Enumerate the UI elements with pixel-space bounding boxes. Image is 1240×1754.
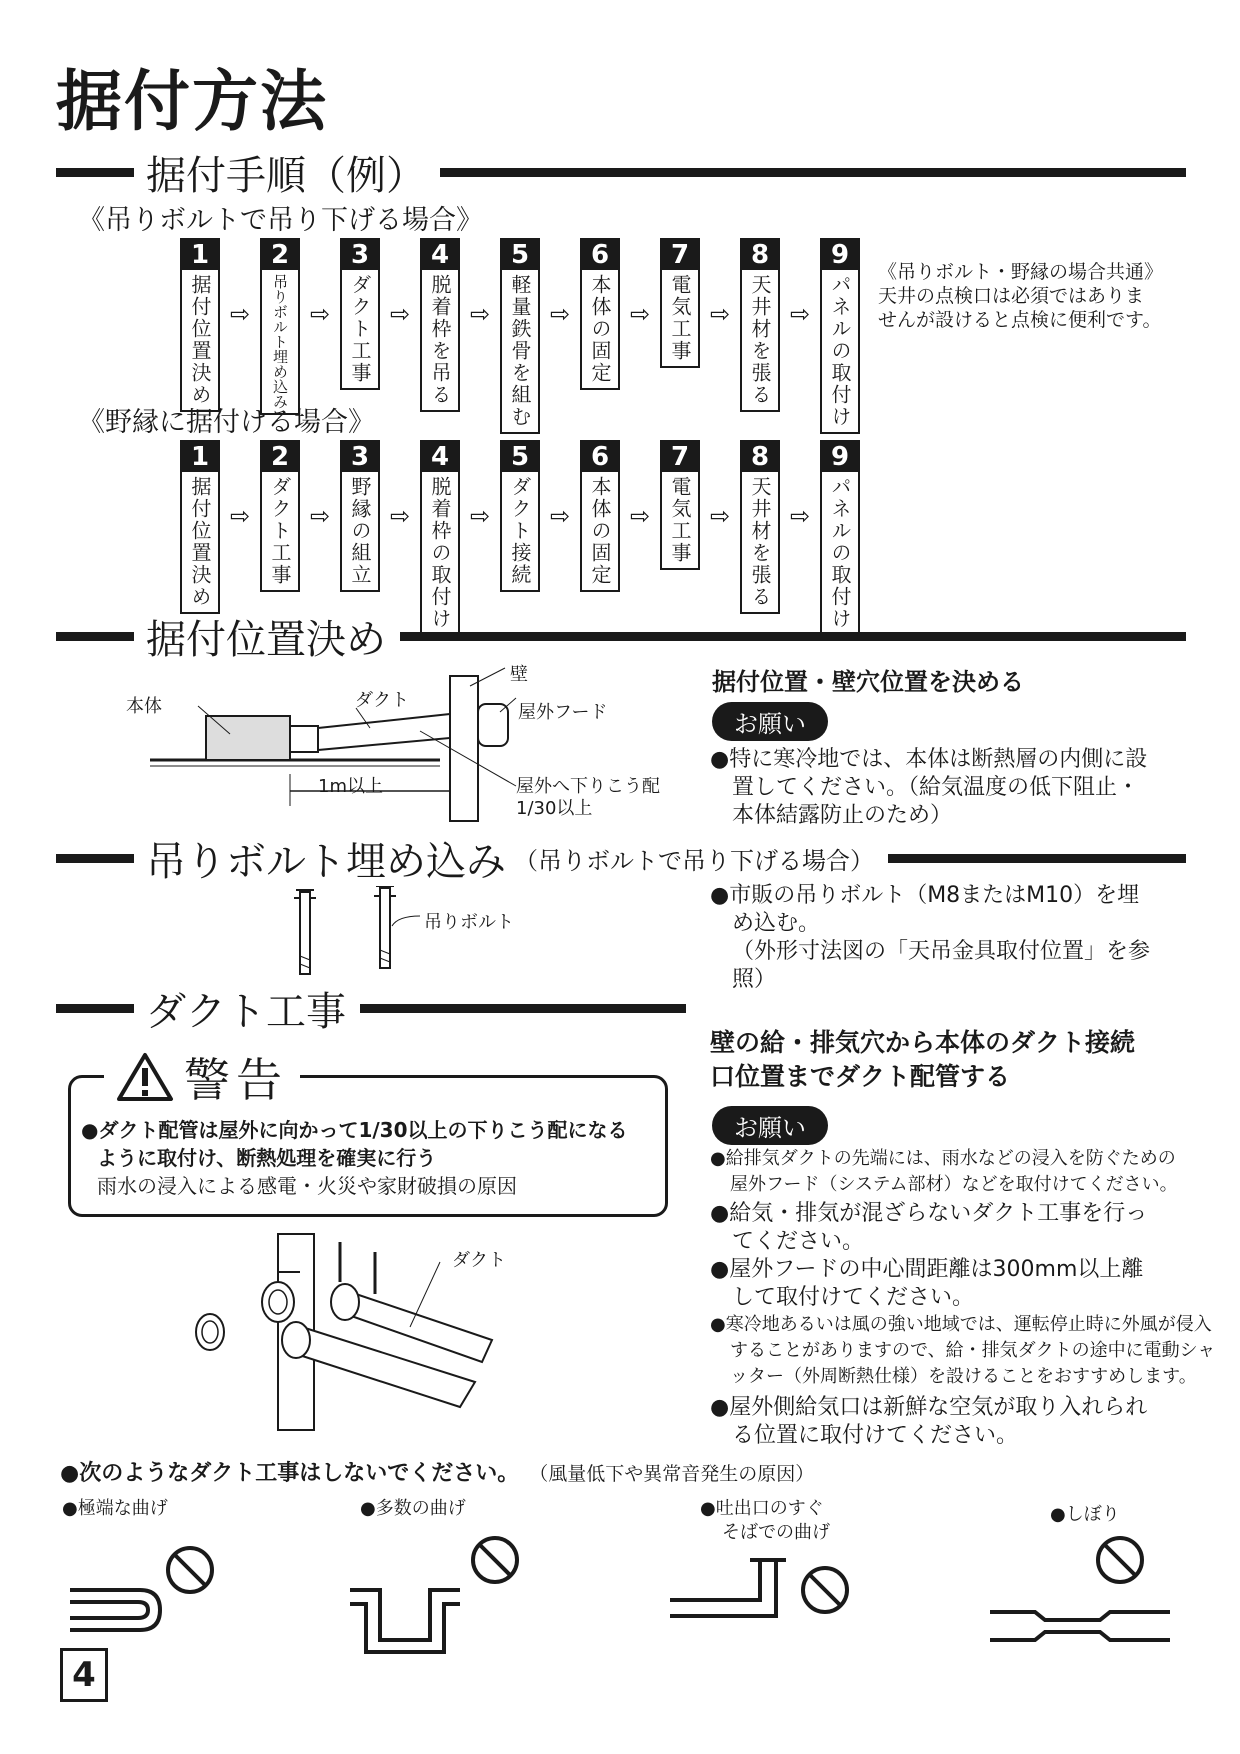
warning-line: ●ダクト配管は屋外に向かって1/30以上の下りこう配になる <box>81 1118 628 1142</box>
bullet-line: 照） <box>732 967 777 992</box>
position-badge <box>712 702 828 741</box>
step-box <box>180 238 220 412</box>
bullet-line: することがありますので、給・排気ダクトの途中に電動シャ <box>730 1340 1216 1361</box>
step-number: 7 <box>662 240 698 270</box>
bullet-line: ●特に寒冷地では、本体は断熱層の内側に設 <box>710 747 1148 772</box>
step-number: 4 <box>422 240 458 270</box>
warning-line: ように取付け、断熱処理を確実に行う <box>97 1146 437 1170</box>
step-label: 野縁の組立 <box>348 476 372 586</box>
warning-title-text: 警告 <box>184 1053 288 1107</box>
step-number: 9 <box>822 240 858 270</box>
page-number: 4 <box>60 1648 108 1702</box>
common-note <box>878 260 1163 332</box>
step-box <box>660 238 700 368</box>
bullet-line: 置してください。（給気温度の低下阻止・ <box>732 775 1140 800</box>
step-label: ダクト工事 <box>268 476 292 586</box>
step-number: 1 <box>182 240 218 270</box>
step-box <box>340 238 380 390</box>
flow-arrow-icon: ⇨ <box>229 502 251 530</box>
duct-bullet-3 <box>710 1256 1143 1312</box>
warning-title <box>104 1044 300 1110</box>
step-number: 8 <box>742 442 778 472</box>
dont-label-many-bends: ●多数の曲げ <box>360 1498 466 1519</box>
bullet-line: ッター（外周断熱仕様）を設けることをおすすめします。 <box>730 1366 1197 1387</box>
section-bar-right <box>440 168 1186 177</box>
section-bar-left <box>56 632 134 641</box>
section-bar-left <box>56 854 134 863</box>
warning-triangle-icon <box>116 1051 174 1103</box>
outlet-bend-icon <box>670 1560 847 1616</box>
constriction-icon <box>990 1538 1170 1640</box>
step-label: 脱着枠を吊る <box>428 274 452 406</box>
step-label: 脱着枠の取付け <box>428 476 452 630</box>
flow-arrow-icon: ⇨ <box>389 300 411 328</box>
duct-bullet-2 <box>710 1200 1147 1256</box>
flow-arrow-icon: ⇨ <box>309 300 331 328</box>
position-bullet <box>710 746 1147 830</box>
flow-arrow-icon: ⇨ <box>789 502 811 530</box>
step-box <box>660 440 700 570</box>
step-box <box>820 238 860 434</box>
dont-label-outlet-bend-2: そばでの曲げ <box>722 1522 830 1543</box>
bullet-line: ●市販の吊りボルト（M8またはM10）を埋 <box>710 883 1140 908</box>
step-label: 吊りボルト埋め込み <box>271 274 289 409</box>
section-header-duct <box>56 978 686 1038</box>
step-box <box>260 238 300 415</box>
duct-heading-line: 口位置までダクト配管する <box>710 1062 1011 1091</box>
step-number: 6 <box>582 442 618 472</box>
step-number: 2 <box>262 240 298 270</box>
flow-arrow-icon: ⇨ <box>629 502 651 530</box>
bullet-line: 屋外フード（システム部材）などを取付けてください。 <box>730 1174 1178 1195</box>
bullet-line: （外形寸法図の「天吊金具取付位置」を参 <box>732 939 1151 964</box>
step-box <box>180 440 220 614</box>
step-label: ダクト接続 <box>508 476 532 586</box>
donts-header <box>60 1456 814 1487</box>
flow-arrow-icon: ⇨ <box>629 300 651 328</box>
duct-bullet-1 <box>710 1146 1178 1198</box>
section-bar-right <box>888 854 1186 863</box>
step-number: 2 <box>262 442 298 472</box>
step-label: 天井材を張る <box>748 476 772 608</box>
duct-heading-line: 壁の給・排気穴から本体のダクト接続 <box>710 1028 1136 1057</box>
section-title: 据付位置決め <box>146 616 386 663</box>
dont-label-sharp-bend: ●極端な曲げ <box>62 1498 168 1519</box>
step-number: 3 <box>342 442 378 472</box>
bullet-line: して取付けてください。 <box>732 1285 975 1310</box>
section-bar-left <box>56 1004 134 1013</box>
bullet-line: ●屋外フードの中心間距離は300mm以上離 <box>710 1257 1144 1282</box>
bullet-line: 本体結露防止のため） <box>732 803 953 828</box>
sharp-bend-icon <box>70 1548 212 1630</box>
bolt-bullet <box>710 882 1150 994</box>
position-heading: 据付位置・壁穴位置を決める <box>712 668 1024 696</box>
common-note-line: せんが設けると点検に便利です。 <box>878 309 1162 331</box>
duct-bullet-5 <box>710 1394 1147 1450</box>
step-label: 電気工事 <box>668 274 692 362</box>
step-box <box>580 238 620 390</box>
step-box <box>740 238 780 412</box>
page-title: 据付方法 <box>56 63 328 140</box>
bolt-figure <box>280 886 440 986</box>
dont-label-constriction: ●しぼり <box>1050 1504 1120 1525</box>
bullet-line: ●屋外側給気口は新鮮な空気が取り入れられ <box>710 1395 1148 1420</box>
label-duct: ダクト <box>355 690 409 711</box>
step-box <box>420 238 460 412</box>
label-slope: 屋外へ下りこう配 <box>516 776 660 797</box>
step-number: 6 <box>582 240 618 270</box>
section-subtitle: （吊りボルトで吊り下げる場合） <box>514 846 874 875</box>
section-title: 吊りボルト埋め込み <box>146 838 506 885</box>
section-header-procedure <box>56 142 1186 202</box>
section-header-bolt <box>56 828 1186 888</box>
case2-title: 《野縁に据付ける場合》 <box>78 407 375 438</box>
case1-title: 《吊りボルトで吊り下げる場合》 <box>78 205 483 236</box>
section-bar-left <box>56 168 134 177</box>
label-body: 本体 <box>126 696 162 717</box>
step-label: 天井材を張る <box>748 274 772 406</box>
step-label: パネルの取付け <box>828 476 852 630</box>
label-duct: ダクト <box>452 1250 506 1271</box>
step-box <box>580 440 620 592</box>
flow-arrow-icon: ⇨ <box>469 300 491 328</box>
flow-arrow-icon: ⇨ <box>709 300 731 328</box>
donts-reason: （風量低下や異常音発生の原因） <box>529 1463 815 1485</box>
many-bends-icon <box>350 1538 517 1652</box>
step-label: ダクト工事 <box>348 274 372 384</box>
step-label: 電気工事 <box>668 476 692 564</box>
label-length: 1m以上 <box>318 776 383 797</box>
donts-title: ●次のようなダクト工事はしないでください。 <box>60 1461 520 1486</box>
section-title: ダクト工事 <box>146 988 346 1035</box>
label-bolt: 吊りボルト <box>424 912 514 933</box>
dont-label-outlet-bend: ●吐出口のすぐ <box>700 1498 824 1519</box>
flow-arrow-icon: ⇨ <box>229 300 251 328</box>
step-number: 5 <box>502 442 538 472</box>
step-number: 3 <box>342 240 378 270</box>
bullet-line: てください。 <box>732 1229 865 1254</box>
flow-arrow-icon: ⇨ <box>389 502 411 530</box>
step-label: 本体の固定 <box>588 274 612 384</box>
step-box <box>740 440 780 614</box>
label-wall: 壁 <box>510 664 528 685</box>
section-bar-right <box>400 632 1186 641</box>
common-note-line: 天井の点検口は必須ではありま <box>878 285 1145 307</box>
donts-figure <box>60 1530 1190 1660</box>
step-box <box>500 440 540 592</box>
step-number: 5 <box>502 240 538 270</box>
label-slope-ratio: 1/30以上 <box>516 798 593 819</box>
duct-heading <box>710 1026 1135 1094</box>
badge-label: お願い <box>712 1106 828 1145</box>
flow-arrow-icon: ⇨ <box>549 502 571 530</box>
bullet-line: ●給排気ダクトの先端には、雨水などの浸入を防ぐための <box>710 1148 1176 1169</box>
step-box <box>500 238 540 434</box>
flow-arrow-icon: ⇨ <box>789 300 811 328</box>
step-number: 8 <box>742 240 778 270</box>
flow-arrow-icon: ⇨ <box>549 300 571 328</box>
bullet-line: め込む。 <box>732 911 821 936</box>
step-label: 軽量鉄骨を組む <box>508 274 532 428</box>
badge-label: お願い <box>712 702 828 741</box>
warning-line: 雨水の浸入による感電・火災や家財破損の原因 <box>97 1174 517 1198</box>
bullet-line: ●給気・排気が混ざらないダクト工事を行っ <box>710 1201 1148 1226</box>
step-number: 9 <box>822 442 858 472</box>
step-label: 据付位置決め <box>188 476 212 608</box>
step-label: パネルの取付け <box>828 274 852 428</box>
step-box <box>340 440 380 592</box>
step-number: 1 <box>182 442 218 472</box>
section-title: 据付手順（例） <box>146 152 426 199</box>
duct-bullet-4 <box>710 1312 1215 1390</box>
bullet-line: ●寒冷地あるいは風の強い地域では、運転停止時に外風が侵入 <box>710 1314 1212 1335</box>
step-label: 据付位置決め <box>188 274 212 406</box>
flow-arrow-icon: ⇨ <box>309 502 331 530</box>
step-number: 7 <box>662 442 698 472</box>
step-number: 4 <box>422 442 458 472</box>
step-label: 本体の固定 <box>588 476 612 586</box>
common-note-title: 《吊りボルト・野縁の場合共通》 <box>878 261 1164 283</box>
label-hood: 屋外フード <box>518 702 608 723</box>
position-figure <box>120 656 680 826</box>
flow-arrow-icon: ⇨ <box>709 502 731 530</box>
bullet-line: る位置に取付けてください。 <box>732 1423 1019 1448</box>
step-box <box>260 440 300 592</box>
section-bar-right <box>360 1004 686 1013</box>
duct-badge <box>712 1106 828 1145</box>
flow-arrow-icon: ⇨ <box>469 502 491 530</box>
